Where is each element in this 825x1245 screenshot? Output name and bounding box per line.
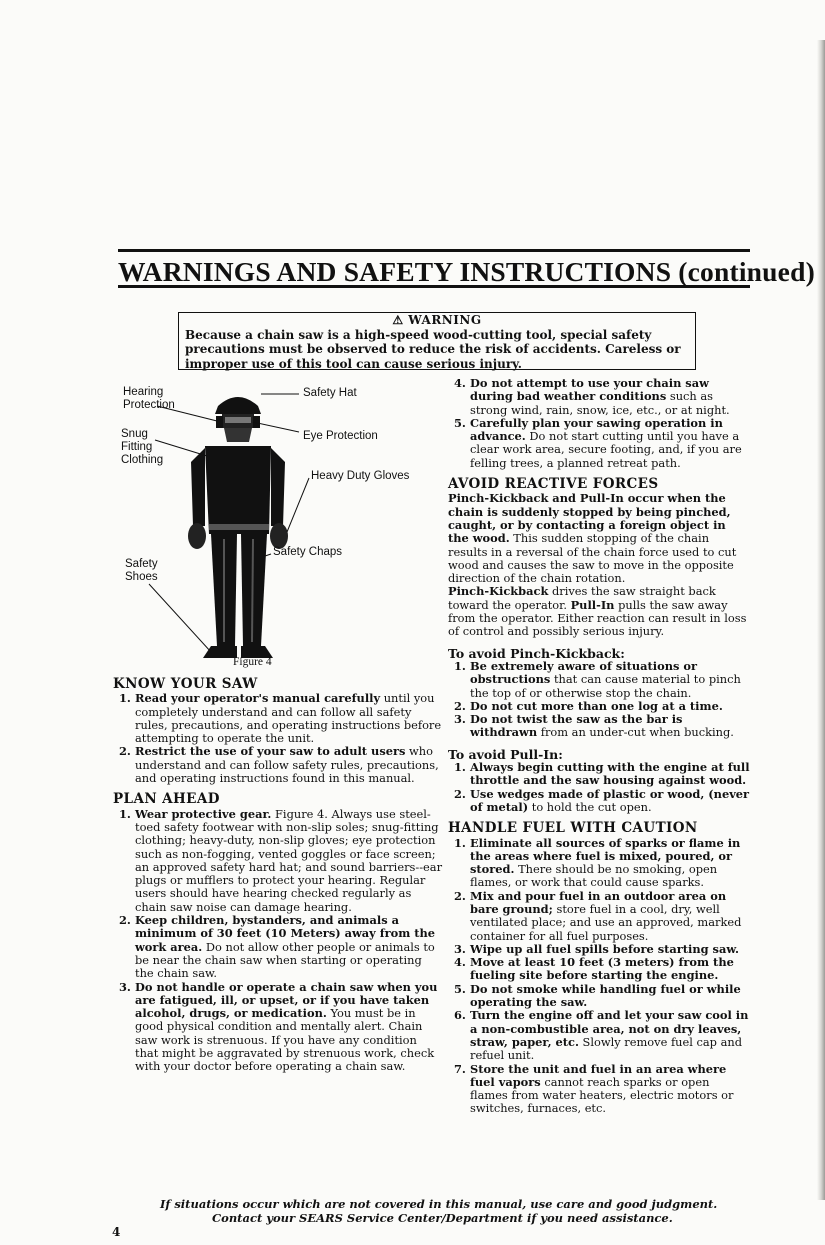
list-item: 5. Do not smoke while handling fuel or while operating the saw. [454,981,741,1010]
left-column [113,678,443,1074]
plan-ahead-heading: PLAN AHEAD [113,791,220,808]
list-item: 4. Do not attempt to use your chain saw during bad weather conditions such as strong wind, rain, snow, ice, etc., or at night. [454,376,730,417]
callout-heavy-duty-gloves: Heavy Duty Gloves [311,470,410,482]
callout-safety-shoes: Safety Shoes [125,558,158,583]
list-item: 5. Carefully plan your sawing operation in advance. Do not start cutting until you have a clear work area, secure footing, and, if you are felling trees, a planned retreat path. [454,415,742,470]
warning-heading: ⚠ WARNING [392,313,482,327]
list-item: 1. Eliminate all sources of sparks or flame in the areas where fuel is mixed, poured, or stored. There should be no smoking, open flames, or work that could cause sparks. [454,835,741,890]
list-item: 1. Read your operator's manual carefully until you completely understand and can follow all safety rules, precautions, and operating instructions before attempting to operate the unit. [119,691,442,746]
pull-in-heading: To avoid Pull-In: [448,746,563,762]
page-edge-shadow [817,40,825,1200]
list-item: 2. Keep children, bystanders, and animals a minimum of 30 feet (10 Meters) away from the work area. Do not allow other people or animals to be near the chain saw when starting or operating the chain saw. [119,913,436,981]
know-your-saw-heading: KNOW YOUR SAW [113,676,258,692]
callout-safety-chaps: Safety Chaps [273,546,343,558]
list-item: 7. Store the unit and fuel in an area where fuel vapors cannot reach sparks or open flames from water heaters, electric motors or switches, furnaces, etc. [454,1061,734,1116]
avoid-reactive-forces-heading: AVOID REACTIVE FORCES [448,476,659,493]
list-item: 2. Do not cut more than one log at a time. [454,698,723,713]
right-column [448,377,750,1116]
list-item: 1. Be extremely aware of situations or obstructions that can cause material to pinch the top of or otherwise stop the chain. [454,658,741,700]
footer-line-1: If situations occur which are not covered in this manual, use care and good judgment. [160,1197,718,1211]
footer-line-2: Contact your SEARS Service Center/Department if you need assistance. [212,1211,673,1225]
list-item: 2. Restrict the use of your saw to adult users who understand and can follow safety rules, precautions, and operating instructions found in this manual. [119,744,439,786]
title-rule-top [118,249,750,252]
callout-hearing-protection: Hearing Protection [123,386,175,411]
callout-snug-clothing: Snug Fitting Clothing [121,428,164,466]
list-item: 3. Do not handle or operate a chain saw when you are fatigued, ill, or upset, or if you have taken alcohol, drugs, or medication. You must be in good physical condition and mentally alert. Chain saw work is strenuous. If you have any condition that might be aggravated by strenuous work, check with your doctor before operating a chain saw. [119,979,438,1074]
list-item: 1. Always begin cutting with the engine at full throttle and the saw housing against wood. [454,760,750,788]
callout-safety-hat: Safety Hat [303,387,357,399]
list-item: 3. Wipe up all fuel spills before starting saw. [454,941,739,956]
warning-text: Because a chain saw is a high-speed wood-cutting tool, special safety precautions must be observed to reduce the risk of accidents. Careless or improper use of this tool can cause serious injury. [185,327,681,371]
reactive-paragraph-2: Pinch-Kickback drives the saw straight back toward the operator. Pull-In pulls the saw away from the operator. Either reaction can result in loss of control and possibly serious injury. [448,584,747,639]
list-item: 2. Use wedges made of plastic or wood, (never of metal) to hold the cut open. [454,786,750,814]
callout-eye-protection: Eye Protection [303,430,378,442]
figure-caption: Figure 4 [233,656,272,668]
list-item: 3. Do not twist the saw as the bar is withdrawn from an under-cut when bucking. [454,712,734,740]
list-item: 2. Mix and pour fuel in an outdoor area on bare ground; store fuel in a cool, dry, well ventilated place; and use an approved, marked container for all fuel purposes. [454,888,742,943]
footer-note [160,1197,760,1225]
figure-safety-gear [113,384,443,674]
list-item: 4. Move at least 10 feet (3 meters) from the fueling site before starting the engine. [454,955,734,983]
list-item: 6. Turn the engine off and let your saw cool in a non-combustible area, not on dry leaves, straw, paper, etc. Slowly remove fuel cap and refuel unit. [454,1008,749,1063]
page-title: WARNINGS AND SAFETY INSTRUCTIONS (continued) [118,256,815,287]
warning-box [178,312,696,370]
page-number: 4 [112,1225,121,1239]
handle-fuel-heading: HANDLE FUEL WITH CAUTION [448,820,698,837]
list-item: 1. Wear protective gear. Figure 4. Always use steel-toed safety footwear with non-slip soles; snug-fitting clothing; heavy-duty, non-slip gloves; eye protection such as non-fogging, vented goggles or face screen; an approved safety hard hat; and sound barriers--ear plugs or mufflers to protect your hearing. Regular users should have hearing checked regularly as chain saw noise can damage hearing. [119,806,443,914]
pinch-kickback-heading: To avoid Pinch-Kickback: [448,645,625,661]
reactive-paragraph-1: Pinch-Kickback and Pull-In occur when the chain is suddenly stopped by being pinched, caught, or by contacting a foreign object in the wood. This sudden stopping of the chain results in a reversal of the chain force used to cut wood and causes the saw to move in the opposite direction of the chain rotation. [448,491,737,586]
